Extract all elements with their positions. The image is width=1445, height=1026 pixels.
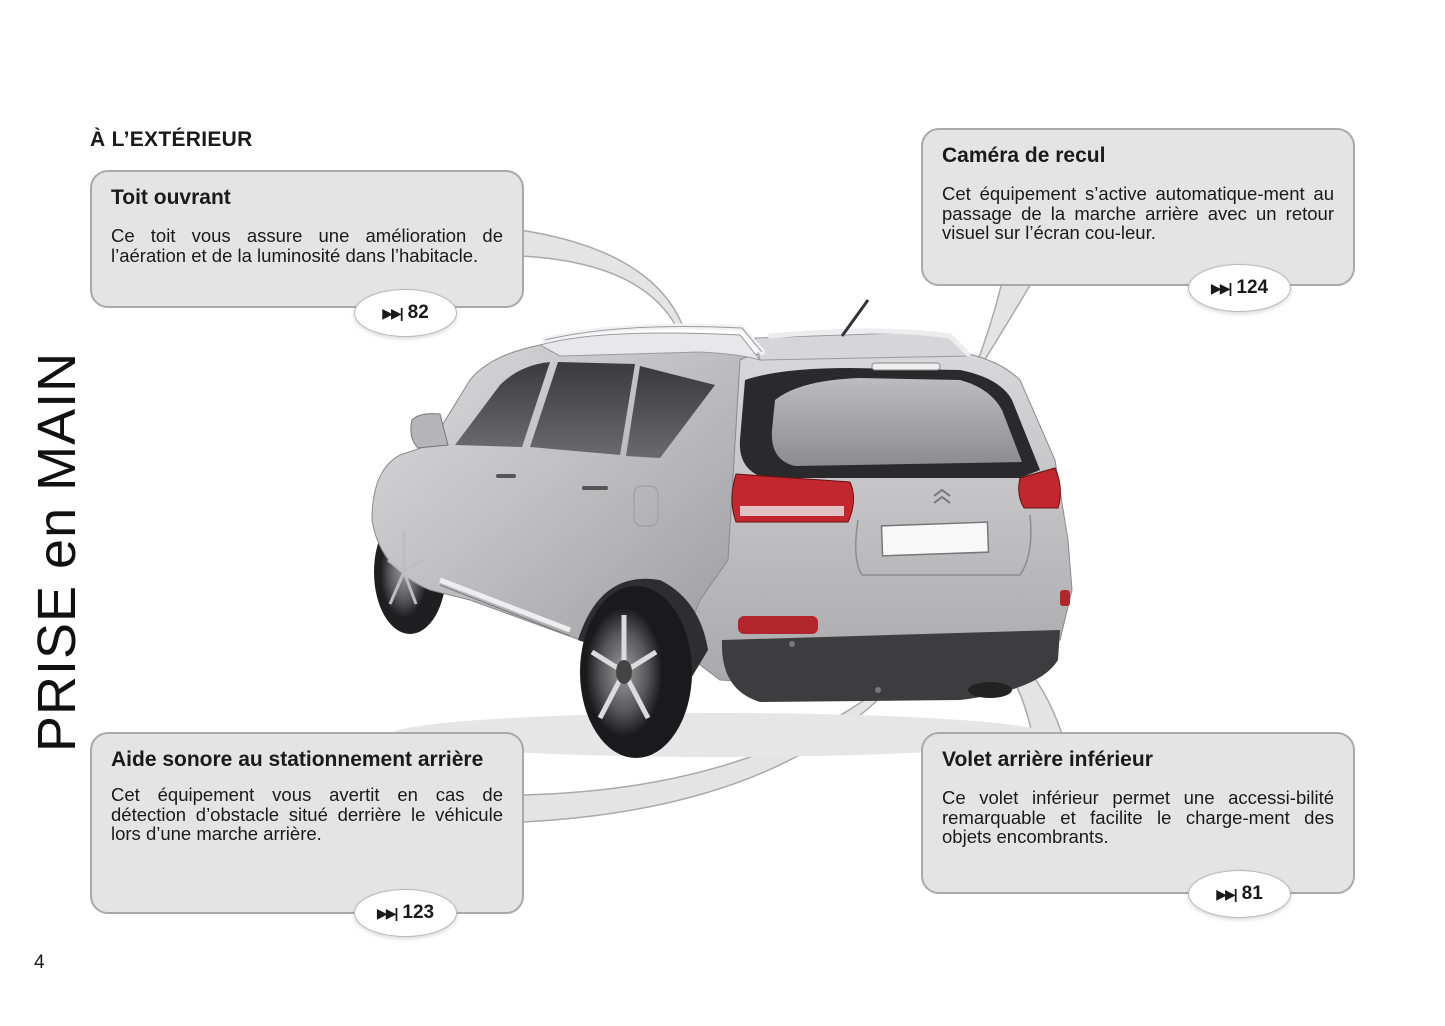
roof-pointer [520, 230, 682, 326]
skip-forward-icon: ▶▶| [376, 904, 397, 921]
callout-title: Aide sonore au stationnement arrière [111, 748, 484, 771]
callout-title: Toit ouvrant [111, 186, 231, 209]
callout-text: Cet équipement s’active automatique-ment au passage de la marche arrière avec un retour visuel sur l’écran cou-leur. [942, 183, 1334, 243]
parking-pointer [522, 692, 880, 822]
callout-title: Volet arrière inférieur [942, 748, 1153, 771]
skip-forward-icon: ▶▶| [1210, 279, 1231, 296]
page-ref-number: 124 [1236, 277, 1269, 298]
skip-forward-icon: ▶▶| [382, 304, 402, 321]
callout-text: Ce toit vous assure une amélioration de l’aération et de la luminosité dans l’habitacle. [111, 225, 503, 266]
page-ref-roof[interactable] [354, 289, 457, 337]
page-ref-tailgate[interactable] [1188, 870, 1291, 918]
page-ref-parking[interactable] [354, 889, 457, 937]
callout-title: Caméra de recul [942, 144, 1106, 167]
callout-text: Cet équipement vous avertit en cas de détection d’obstacle situé derrière le véhicule lors d’une marche arrière. [111, 784, 503, 844]
page-ref-number: 82 [407, 302, 429, 323]
callout-text: Ce volet inférieur permet une accessi-bilité remarquable et facilite le charge-ment des objets encombrants. [942, 787, 1334, 847]
callout-tailgate [921, 732, 1355, 894]
page-number: 4 [34, 952, 45, 973]
callout-camera [921, 128, 1355, 286]
section-heading: À L’EXTÉRIEUR [90, 128, 253, 151]
page-ref-number: 123 [402, 902, 435, 923]
callout-roof [90, 170, 524, 308]
callout-parking [90, 732, 524, 914]
page-ref-number: 81 [1241, 883, 1263, 904]
skip-forward-icon: ▶▶| [1216, 885, 1236, 902]
chapter-title: PRISE en MAIN [27, 351, 87, 752]
page-ref-camera[interactable] [1188, 264, 1291, 312]
